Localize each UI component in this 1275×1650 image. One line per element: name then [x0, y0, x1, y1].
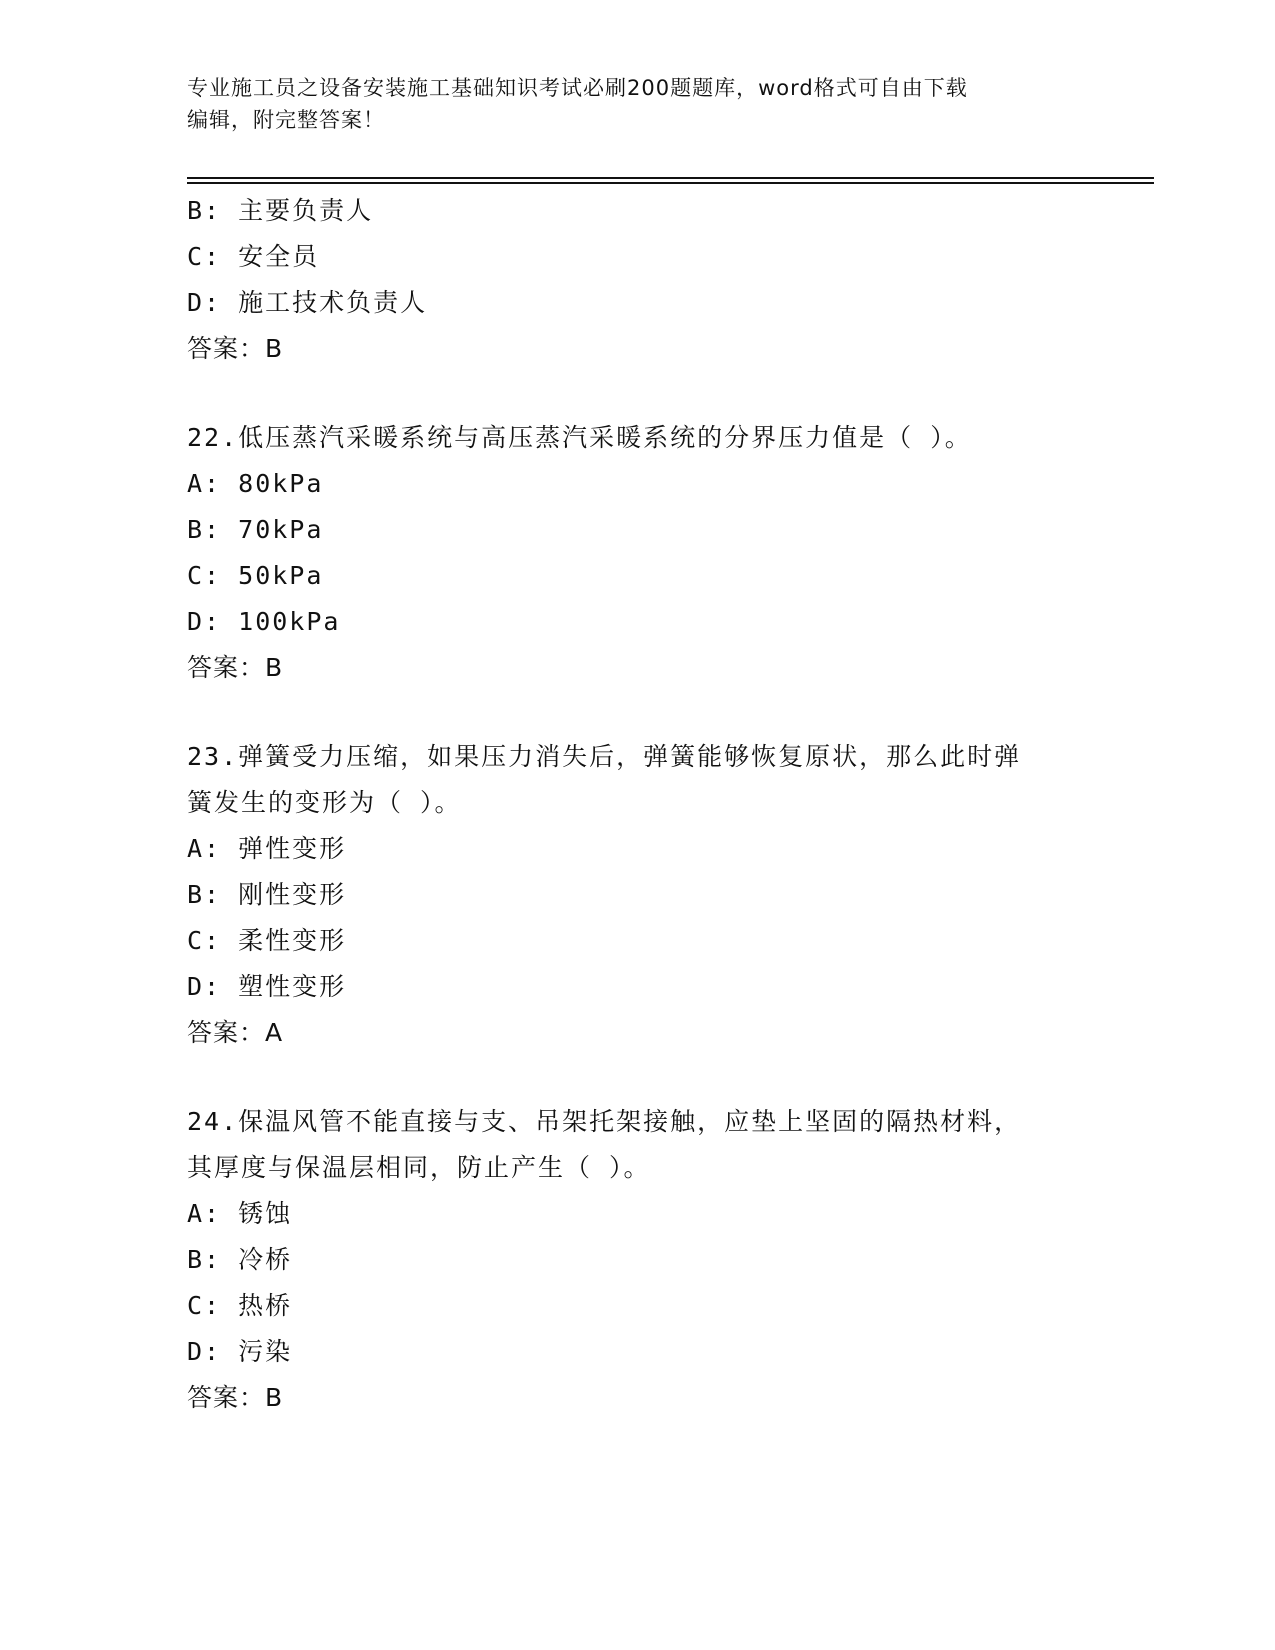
option-text: 100kPa — [238, 607, 341, 636]
spacer — [187, 372, 1087, 415]
option-text: 50kPa — [238, 561, 324, 590]
option-line — [187, 1237, 1087, 1283]
option-text: 安全员 — [238, 242, 320, 271]
option-line — [187, 872, 1087, 918]
option-line — [187, 826, 1087, 872]
question-block-23 — [187, 734, 1087, 1056]
option-line — [187, 918, 1087, 964]
option-line — [187, 234, 1087, 280]
header-line-1: 专业施工员之设备安装施工基础知识考试必刷200题题库，word格式可自由下载 — [187, 76, 968, 100]
option-line — [187, 461, 1087, 507]
prev-question-block — [187, 188, 1087, 372]
option-text: 主要负责人 — [238, 196, 374, 225]
answer-line: 答案：B — [187, 1383, 284, 1412]
option-line — [187, 1191, 1087, 1237]
option-text: 锈蚀 — [238, 1199, 293, 1228]
option-line — [187, 964, 1087, 1010]
question-text: 22.低压蒸汽采暖系统与高压蒸汽采暖系统的分界压力值是（ ）。 — [187, 423, 972, 452]
option-label: D: — [187, 607, 239, 636]
option-label: B: — [187, 196, 239, 225]
option-label: B: — [187, 1245, 239, 1274]
header-divider-top — [187, 177, 1154, 179]
header-divider-bottom — [187, 182, 1154, 184]
option-text: 70kPa — [238, 515, 324, 544]
option-label: B: — [187, 880, 239, 909]
answer-line: 答案：B — [187, 334, 284, 363]
option-line — [187, 599, 1087, 645]
option-text: 热桥 — [238, 1291, 293, 1320]
option-label: A: — [187, 1199, 239, 1228]
document-header — [187, 72, 1077, 136]
option-text: 柔性变形 — [238, 926, 347, 955]
option-label: B: — [187, 515, 239, 544]
option-text: 施工技术负责人 — [238, 288, 428, 317]
option-label: A: — [187, 469, 239, 498]
question-list — [187, 188, 1087, 1421]
option-label: C: — [187, 561, 239, 590]
option-line — [187, 188, 1087, 234]
option-label: A: — [187, 834, 239, 863]
option-text: 塑性变形 — [238, 972, 347, 1001]
option-line — [187, 280, 1087, 326]
option-label: D: — [187, 972, 239, 1001]
option-line — [187, 1329, 1087, 1375]
answer-line: 答案：A — [187, 1018, 284, 1047]
question-text: 24.保温风管不能直接与支、吊架托架接触，应垫上坚固的隔热材料， — [187, 1107, 1022, 1136]
option-text: 污染 — [238, 1337, 293, 1366]
question-text: 23.弹簧受力压缩，如果压力消失后，弹簧能够恢复原状，那么此时弹 — [187, 742, 1022, 771]
option-text: 弹性变形 — [238, 834, 347, 863]
question-block-24 — [187, 1099, 1087, 1421]
option-label: C: — [187, 926, 239, 955]
answer-line: 答案：B — [187, 653, 284, 682]
question-text: 其厚度与保温层相同，防止产生（ ）。 — [187, 1153, 651, 1182]
spacer — [187, 691, 1087, 734]
option-text: 80kPa — [238, 469, 324, 498]
option-text: 刚性变形 — [238, 880, 347, 909]
option-label: D: — [187, 288, 239, 317]
option-text: 冷桥 — [238, 1245, 293, 1274]
option-line — [187, 507, 1087, 553]
option-label: C: — [187, 242, 239, 271]
option-line — [187, 553, 1087, 599]
question-text: 簧发生的变形为（ ）。 — [187, 788, 462, 817]
option-line — [187, 1283, 1087, 1329]
option-label: C: — [187, 1291, 239, 1320]
header-line-2: 编辑，附完整答案！ — [187, 108, 385, 132]
option-label: D: — [187, 1337, 239, 1366]
spacer — [187, 1056, 1087, 1099]
question-block-22 — [187, 415, 1087, 691]
